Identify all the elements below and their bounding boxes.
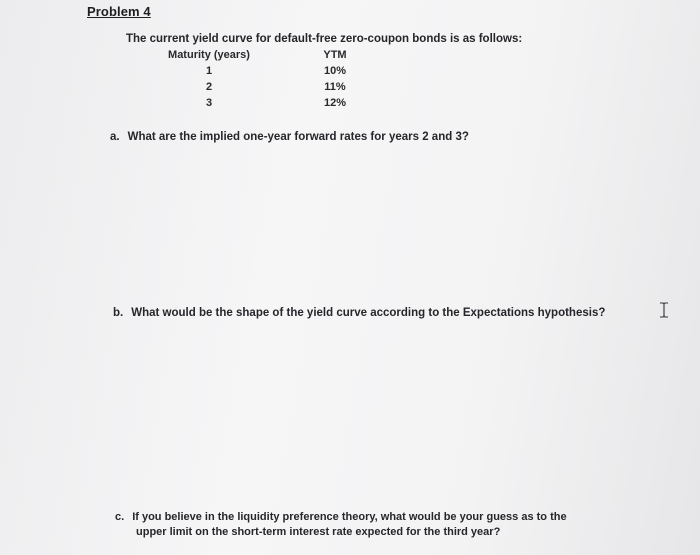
table-row: [160, 65, 380, 81]
maturity-cell: 1: [205, 65, 213, 77]
question-b-text: What would be the shape of the yield curve according to the Expectations hypothesis?: [131, 307, 606, 319]
question-c-text-line1: If you believe in the liquidity preference theory, what would be your guess as to the: [132, 511, 567, 523]
question-c-text-line2: upper limit on the short-term interest rate expected for the third year?: [136, 526, 501, 538]
table-row: [160, 97, 380, 113]
question-a: [110, 131, 469, 143]
table-header-row: [160, 49, 380, 65]
problem-title: Problem 4: [87, 4, 151, 19]
table-row: [160, 81, 380, 97]
ytm-cell: 12%: [323, 97, 347, 109]
question-c: [115, 510, 567, 540]
maturity-cell: 3: [205, 97, 213, 109]
maturity-cell: 2: [205, 81, 213, 93]
question-a-label: a.: [110, 131, 120, 143]
problem-intro: The current yield curve for default-free zero-coupon bonds is as follows:: [126, 33, 523, 45]
yield-curve-table: [160, 49, 380, 113]
ytm-cell: 11%: [324, 81, 346, 93]
question-b: [113, 307, 605, 319]
text-cursor-icon: [658, 302, 670, 318]
ytm-cell: 10%: [323, 65, 347, 77]
question-b-label: b.: [113, 307, 124, 319]
question-a-text: What are the implied one-year forward rates for years 2 and 3?: [127, 131, 469, 143]
header-maturity: Maturity (years): [168, 49, 250, 61]
question-c-label: c.: [115, 511, 125, 523]
header-ytm: YTM: [323, 49, 347, 61]
